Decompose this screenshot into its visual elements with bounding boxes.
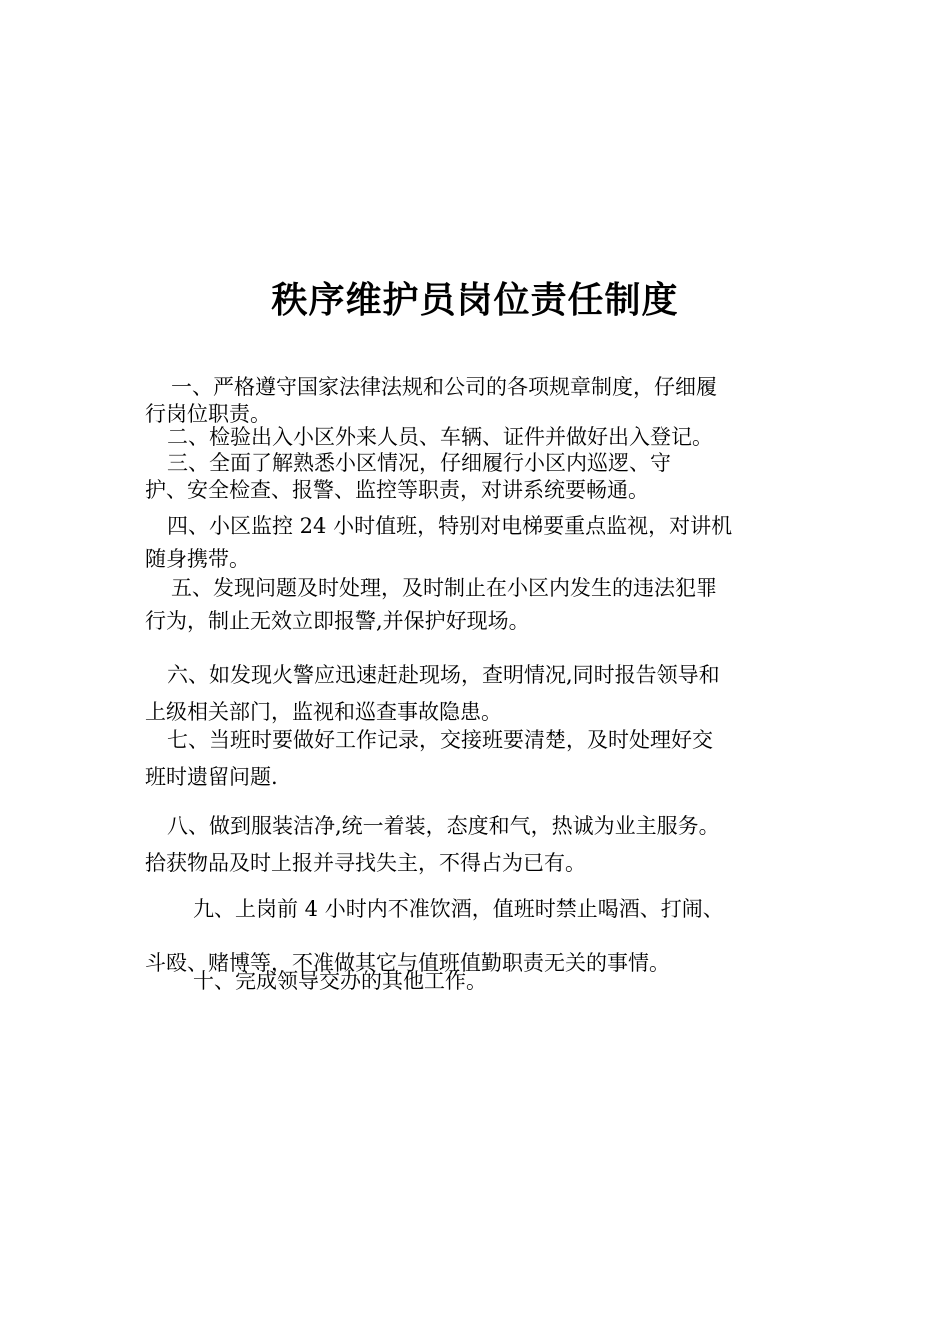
clause-3-line-2: 护、安全检查、报警、监控等职责，对讲系统要畅通。	[145, 478, 649, 502]
clause-8	[145, 808, 813, 882]
clause-4-line-2: 随身携带。	[145, 547, 250, 571]
clause-3-line-1: 三、全面了解熟悉小区情况，仔细履行小区内巡逻、守	[167, 451, 671, 475]
clause-10-line-1: 十、完成领导交办的其他工作。	[193, 969, 487, 993]
clause-7-line-2: 班时遗留问题.	[145, 765, 278, 789]
clause-3	[145, 450, 813, 504]
clause-4	[145, 510, 813, 576]
clause-2	[145, 424, 813, 451]
clause-6	[145, 657, 813, 731]
clause-7-line-1: 七、当班时要做好工作记录，交接班要清楚，及时处理好交	[167, 728, 713, 752]
clause-8-line-1: 八、做到服装洁净,统一着装，态度和气，热诚为业主服务。	[167, 814, 720, 838]
document-title: 秩序维护员岗位责任制度	[271, 279, 679, 321]
clause-6-line-1: 六、如发现火警应迅速赶赴现场，查明情况,同时报告领导和	[167, 663, 720, 687]
clause-2-line-1: 二、检验出入小区外来人员、车辆、证件并做好出入登记。	[167, 425, 713, 449]
clause-7	[145, 722, 813, 796]
clause-4-line-1: 四、小区监控 24 小时值班，特别对电梯要重点监视，对讲机	[167, 514, 733, 538]
clause-1-line-2: 行岗位职责。	[145, 402, 271, 426]
clause-5	[145, 572, 813, 638]
clause-9-line-1: 九、上岗前 4 小时内不准饮酒，值班时禁止喝酒、打闹、	[193, 897, 724, 921]
clause-9-line-2: 斗殴、赌博等，不准做其它与值班值勤职责无关的事情。	[145, 951, 670, 975]
clause-6-line-2: 上级相关部门，监视和巡查事故隐患。	[145, 700, 502, 724]
clause-10	[145, 968, 813, 995]
clause-5-line-1: 五、发现问题及时处理，及时制止在小区内发生的违法犯罪	[171, 576, 717, 600]
clause-1	[145, 374, 813, 428]
clause-8-line-2: 拾获物品及时上报并寻找失主，不得占为已有。	[145, 851, 586, 875]
clause-5-line-2: 行为，制止无效立即报警,并保护好现场。	[145, 609, 530, 633]
clause-1-line-1: 一、严格遵守国家法律法规和公司的各项规章制度，仔细履	[171, 375, 717, 399]
